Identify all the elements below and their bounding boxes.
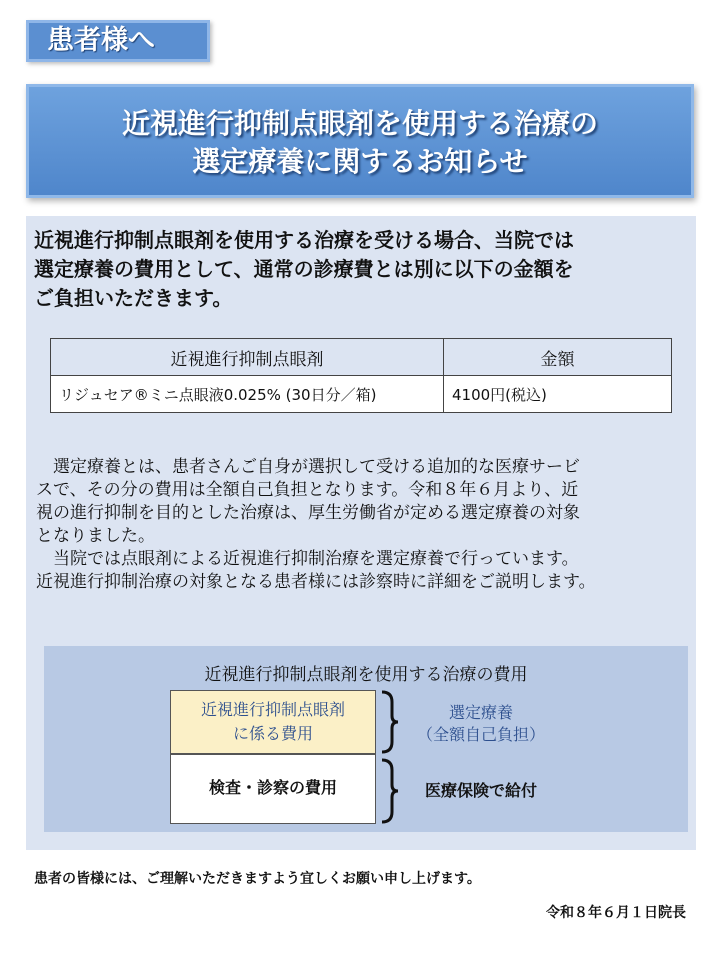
exam-cost-box: 検査・診察の費用 xyxy=(170,754,376,824)
body-line: 視の進行抑制を目的とした治療は、厚生労働省が定める選定療養の対象 xyxy=(36,503,580,523)
price-table xyxy=(50,338,672,413)
explanation-text xyxy=(36,456,696,594)
brace-icon xyxy=(380,758,400,824)
price-table-header xyxy=(51,339,672,376)
content-panel xyxy=(26,216,696,850)
intro-line: ご負担いただきます。 xyxy=(34,286,233,310)
table-row xyxy=(51,376,672,413)
intro-text xyxy=(34,226,689,313)
title-line-1: 近視進行抑制点眼剤を使用する治療の xyxy=(121,107,598,140)
header-drug: 近視進行抑制点眼剤 xyxy=(51,339,444,376)
audience-tag: 患者様へ xyxy=(26,20,210,62)
price-cell: 4100円(税込) xyxy=(444,376,672,413)
body-line: となりました。 xyxy=(36,526,155,546)
insurance-label: 医療保険で給付 xyxy=(424,781,537,800)
body-line: 当院では点眼剤による近視進行抑制治療を選定療養で行っています。 xyxy=(36,549,579,569)
cost-diagram xyxy=(44,646,688,832)
cost-diagram-title: 近視進行抑制点眼剤を使用する治療の費用 xyxy=(204,665,528,685)
selected-care-cost-box xyxy=(170,690,376,754)
intro-line: 選定療養の費用として、通常の診療費とは別に以下の金額を xyxy=(34,257,574,281)
label1-line: 選定療養 xyxy=(448,703,513,722)
brace-icon xyxy=(380,690,400,754)
date-signature: 令和８年６月１日院長 xyxy=(546,905,686,921)
title-line-2: 選定療養に関するお知らせ xyxy=(192,145,528,178)
intro-line: 近視進行抑制点眼剤を使用する治療を受ける場合、当院では xyxy=(34,228,574,252)
closing-message: 患者の皆様には、ご理解いただきますよう宜しくお願い申し上げます。 xyxy=(34,871,481,887)
header-amount: 金額 xyxy=(444,339,672,376)
body-line: 選定療養とは、患者さんご自身が選択して受ける追加的な医療サービ xyxy=(36,457,580,477)
box1-line: 近視進行抑制点眼剤 xyxy=(200,700,345,719)
label1-line: （全額自己負担） xyxy=(416,725,545,744)
body-line: 近視進行抑制治療の対象となる患者様には診察時に詳細をご説明します。 xyxy=(36,572,596,592)
box1-line: に係る費用 xyxy=(232,724,313,743)
drug-name-cell: リジュセア®ミニ点眼液0.025% (30日分／箱) xyxy=(51,376,444,413)
notice-title xyxy=(26,84,694,198)
selected-care-label xyxy=(406,702,556,746)
body-line: スで、その分の費用は全額自己負担となります。令和８年６月より、近 xyxy=(36,480,579,500)
